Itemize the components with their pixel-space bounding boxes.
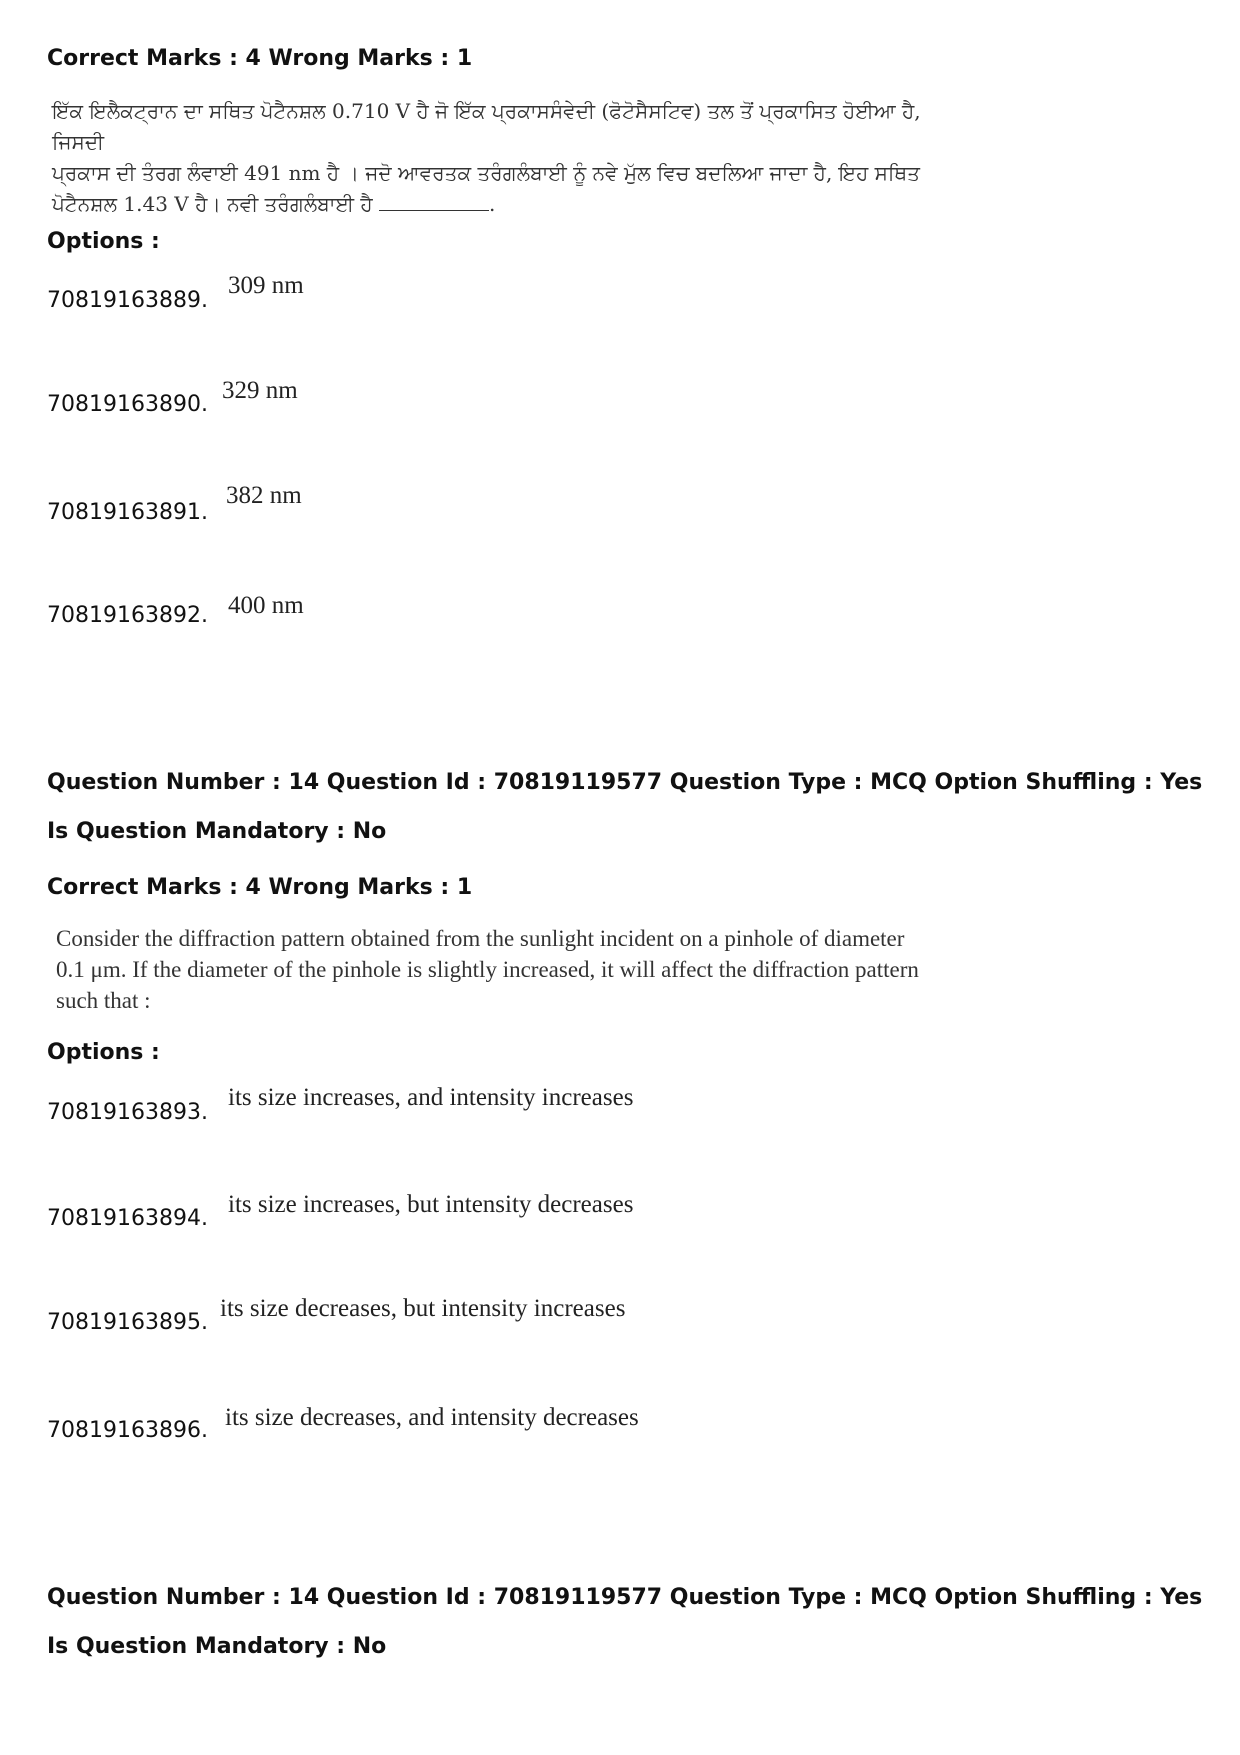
q13-text-end: .	[489, 192, 496, 216]
q14-text-line-2: 0.1 μm. If the diameter of the pinhole is slightly increased, it will affect the diffraction pattern	[56, 957, 919, 982]
option-id: 70819163892.	[47, 603, 208, 628]
q13-options-label: Options :	[47, 229, 160, 254]
option-text: its size decreases, but intensity increases	[220, 1295, 626, 1322]
q13-marks: Correct Marks : 4 Wrong Marks : 1	[47, 46, 473, 71]
option-text: 329 nm	[222, 377, 298, 404]
q14b-header: Question Number : 14 Question Id : 70819119577 Question Type : MCQ Option Shuffling : Yes	[47, 1585, 1203, 1610]
option-id: 70819163893.	[47, 1100, 208, 1125]
option-id: 70819163890.	[47, 392, 208, 417]
option-text: its size increases, but intensity decreases	[228, 1191, 634, 1218]
answer-blank	[379, 192, 489, 211]
option-id: 70819163896.	[47, 1418, 208, 1443]
option-id: 70819163891.	[47, 500, 208, 525]
option-text: its size decreases, and intensity decreases	[225, 1404, 639, 1431]
q13-question-text	[52, 96, 952, 220]
q13-text-line-2: ਪ੍ਰਕਾਸ ਦੀ ਤੰਰਗ ਲੰਵਾਈ 491 nm ਹੈ । ਜਦੋ ਆਵਰਤਕ ਤਰੰਗਲੰਬਾਈ ਨੂੰ ਨਵੇ ਮੁੱਲ ਵਿਚ ਬਦਲਿਆ ਜਾਦਾ ਹੈ, ਇਹ ਸਥਿਤ	[52, 161, 920, 185]
q13-text-line-3: ਪੋਟੈਨਸ਼ਲ 1.43 V ਹੈ। ਨਵੀ ਤਰੰਗਲੰਬਾਈ ਹੈ	[52, 192, 373, 216]
q14-header: Question Number : 14 Question Id : 70819119577 Question Type : MCQ Option Shuffling : Yes	[47, 770, 1203, 795]
q13-text-line-3-wrap	[52, 189, 952, 220]
q14-text-line-1: Consider the diffraction pattern obtained from the sunlight incident on a pinhole of diameter	[56, 926, 905, 951]
q14-mandatory: Is Question Mandatory : No	[47, 819, 387, 844]
q14-text-line-3: such that :	[56, 988, 151, 1013]
option-text: 309 nm	[228, 272, 304, 299]
option-text: 382 nm	[226, 482, 302, 509]
option-text: its size increases, and intensity increases	[228, 1084, 634, 1111]
q14b-mandatory: Is Question Mandatory : No	[47, 1634, 387, 1659]
option-id: 70819163894.	[47, 1206, 208, 1231]
option-id: 70819163895.	[47, 1310, 208, 1335]
q14-options-label: Options :	[47, 1040, 160, 1065]
option-id: 70819163889.	[47, 288, 208, 313]
q13-text-line-1: ਇੱਕ ਇਲੈਕਟ੍ਰਾਨ ਦਾ ਸਥਿਤ ਪੋਟੈਨਸ਼ਲ 0.710 V ਹੈ ਜੋ ਇੱਕ ਪ੍ਰਕਾਸਸੰਵੇਦੀ (ਫੋਟੋਸੈਸਟਿਵ) ਤਲ ਤੋਂ ਪ੍ਰਕਾਸਿਤ ਹੋਈਆ ਹੈ, ਜਿਸਦੀ	[52, 99, 921, 154]
q14-question-text	[56, 923, 956, 1016]
q14-marks: Correct Marks : 4 Wrong Marks : 1	[47, 875, 473, 900]
option-text: 400 nm	[228, 592, 304, 619]
